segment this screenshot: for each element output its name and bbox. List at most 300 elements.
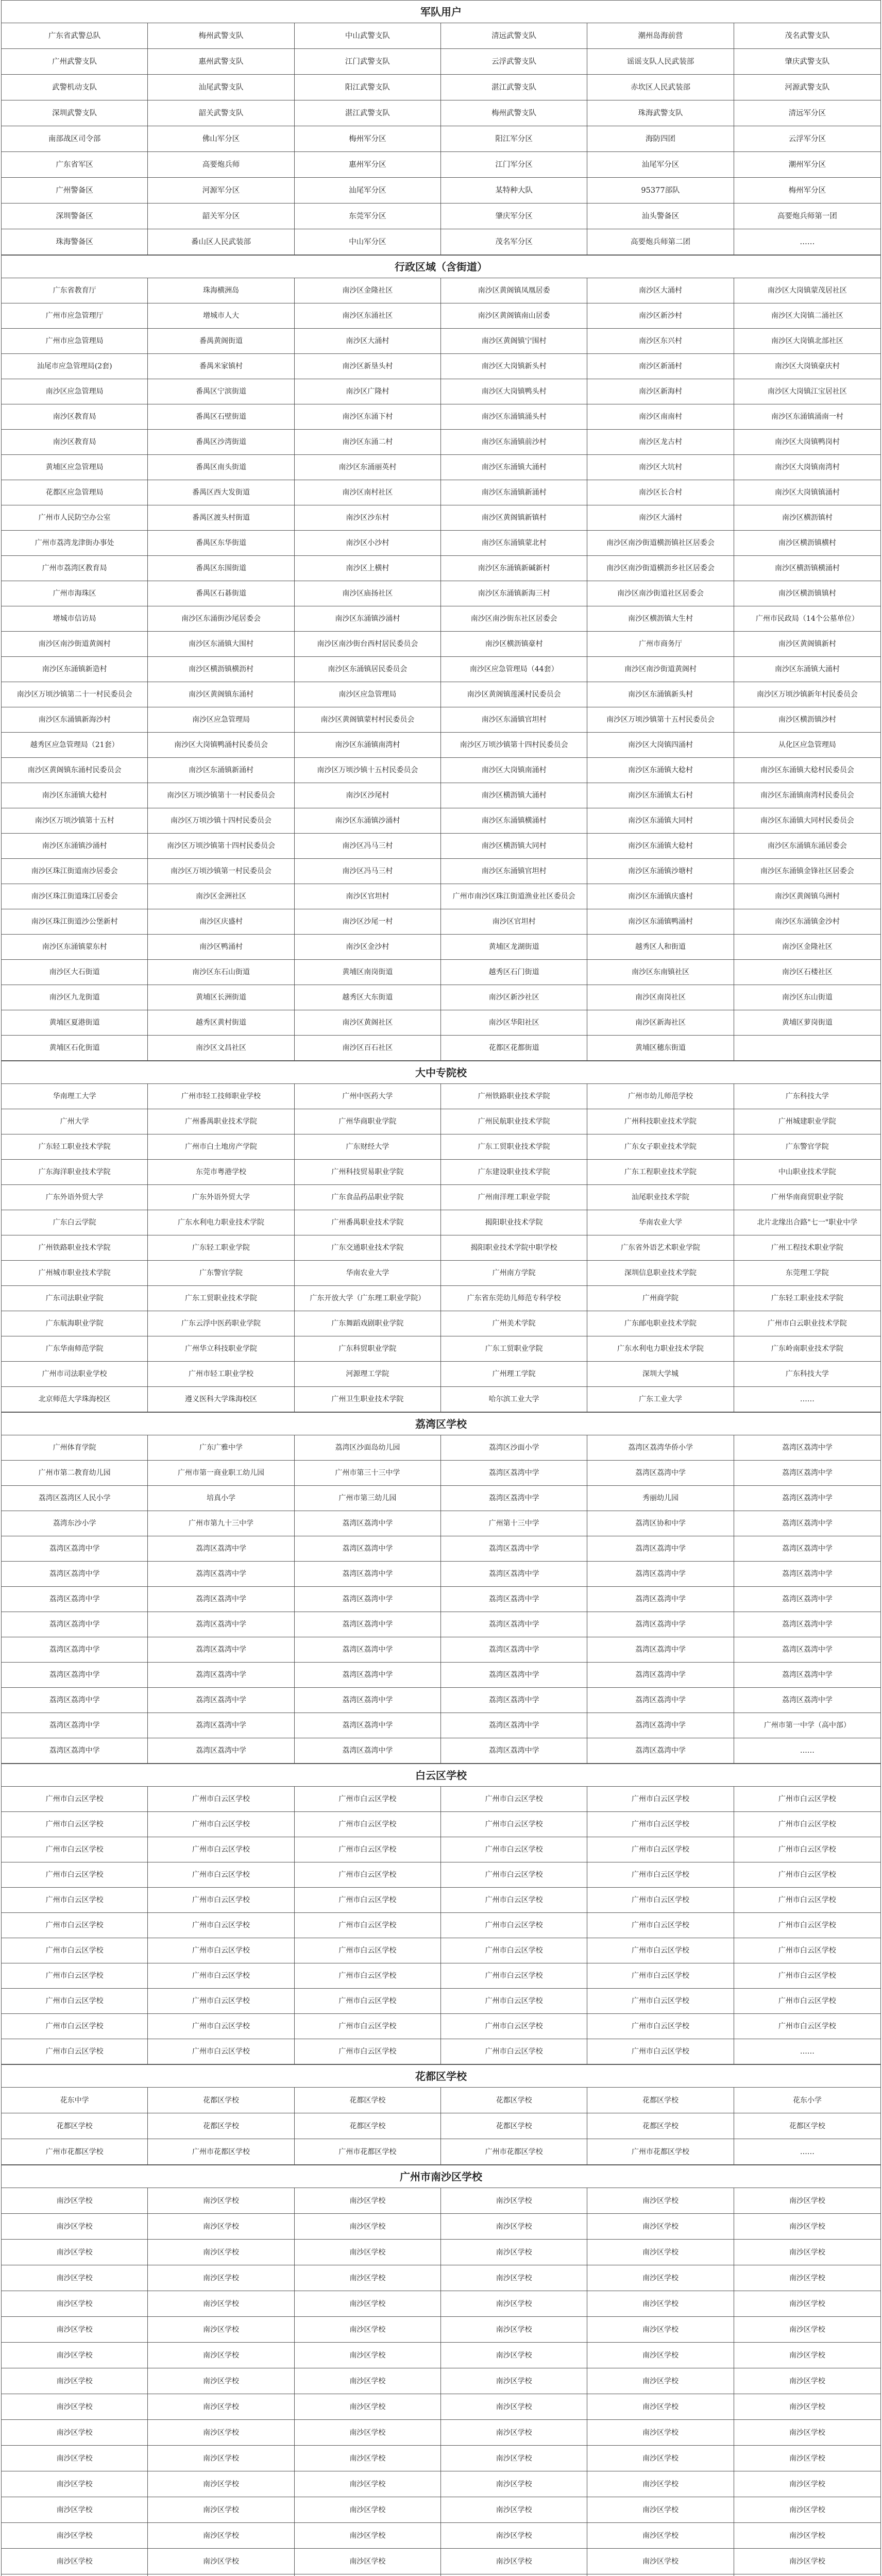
table-cell: 黄埔区南岗街道 (295, 960, 441, 985)
table-cell: 广东司法职业学院 (2, 1286, 148, 1311)
table-cell: 广东食品药品职业学院 (295, 1185, 441, 1210)
table-cell: 荔湾区荔湾中学 (441, 1663, 587, 1688)
table-cell: 广州武警支队 (2, 49, 148, 75)
table-cell: 广州市应急管理厅 (2, 303, 148, 329)
table-cell: 南沙区小沙村 (295, 531, 441, 556)
table-cell: 广州市白云区学校 (441, 2039, 587, 2064)
table-cell: 从化区应急管理局 (734, 733, 880, 758)
table-cell: 南沙区万顷沙镇十四村民委员会 (148, 808, 294, 834)
table-cell: 南沙区大岗镇鸭头村 (441, 379, 587, 404)
table-cell: 荔湾区荔湾中学 (148, 1688, 294, 1713)
table-cell: 南沙区东涌镇金锋社区居委会 (734, 859, 880, 884)
table-cell: 广州市白云区学校 (295, 1812, 441, 1837)
table-cell: 南沙区东兴村 (587, 329, 734, 354)
table-cell: 南沙区学校 (2, 2368, 148, 2394)
table-cell: 广州市花都区学校 (441, 2139, 587, 2165)
table-cell: 南沙区学校 (148, 2497, 294, 2523)
table-cell: 南沙区东涌镇太石村 (587, 783, 734, 808)
table-cell: 南沙区黄阁镇莲溪村民委员会 (441, 682, 587, 707)
table-cell: 南沙区东涌镇新海三村 (441, 581, 587, 606)
table-cell: 荔湾区荔湾中学 (441, 1461, 587, 1486)
table-cell: 番禺区沙湾街道 (148, 430, 294, 455)
table-cell: 荔湾区荔湾中学 (587, 1738, 734, 1764)
table-cell: 荔湾区荔湾中学 (295, 1688, 441, 1713)
table-cell: 中山军分区 (295, 229, 441, 255)
table-cell: 番禺区石碁街道 (148, 581, 294, 606)
table-cell: 南沙区东涌镇南湾村 (295, 733, 441, 758)
table-cell: 南沙区学校 (734, 2188, 880, 2214)
table-cell: 广州市白云区学校 (295, 1787, 441, 1812)
table-cell: 花都区学校 (148, 2088, 294, 2113)
table-cell: 南沙区学校 (734, 2265, 880, 2291)
table-cell: 江门武警支队 (295, 49, 441, 75)
table-cell: 南沙区东涌镇涌南一村 (734, 404, 880, 430)
table-cell: 南沙区横沥镇大生村 (587, 606, 734, 632)
table-cell: 梅州武警支队 (441, 100, 587, 126)
section-title: 行政区域（含街道） (2, 256, 880, 278)
table-cell: 广州市白云区学校 (2, 1787, 148, 1812)
table-cell: 南沙区学校 (295, 2214, 441, 2240)
table-cell: 南沙区横沥镇大同村 (441, 834, 587, 859)
table-cell: 广州市白云区学校 (2, 1862, 148, 1888)
table-cell: 广州市白云区学校 (148, 1913, 294, 1938)
table-cell: 南沙区学校 (587, 2343, 734, 2368)
table-cell: 番禺区渡头村街道 (148, 505, 294, 531)
table-cell: 荔湾区荔湾中学 (734, 1587, 880, 1612)
table-cell: 荔湾区荔湾中学 (441, 1536, 587, 1562)
table-cell: 中山职业技术学院 (734, 1160, 880, 1185)
table-cell: 荔湾区荔湾中学 (148, 1637, 294, 1663)
table-cell: 南沙区东涌镇横涌村 (441, 808, 587, 834)
table-cell: 南沙区东涌下村 (295, 404, 441, 430)
table-cell: 广州民航职业技术学院 (441, 1109, 587, 1134)
table-cell: 南沙区东涌镇金沙村 (734, 909, 880, 935)
table-cell: 南沙区学校 (587, 2471, 734, 2497)
table-cell: 南沙区学校 (148, 2394, 294, 2420)
table-cell: 南沙区教育局 (2, 430, 148, 455)
table-cell: 广州市轻工职业学校 (148, 1362, 294, 1387)
table-cell: 南沙区学校 (148, 2343, 294, 2368)
table-cell: 某特种大队 (441, 178, 587, 204)
table-cell: 广州市白云区学校 (295, 2039, 441, 2064)
table-cell: 南沙区南沙街东社区居委会 (441, 606, 587, 632)
table-cell: 广东省军区 (2, 152, 148, 178)
table-cell: 荔湾区沙面小学 (441, 1435, 587, 1461)
table-cell: 培真小学 (148, 1486, 294, 1511)
table-cell: 南沙区大岗镇新头村 (441, 354, 587, 379)
table-cell: 南沙区东涌镇官坦村 (441, 707, 587, 733)
table-cell: 珠海横洲岛 (148, 278, 294, 303)
table-cell: 荔湾区荔湾中学 (441, 1486, 587, 1511)
table-cell: 南沙区大石街道 (2, 960, 148, 985)
table-cell: 广州市白云区学校 (441, 1989, 587, 2014)
table-cell: 广州市白云区学校 (148, 1862, 294, 1888)
table-cell: 广州市商务厅 (587, 632, 734, 657)
table-cell: 南沙区横沥镇横涌村 (734, 556, 880, 581)
table-cell: 越秀区黄村街道 (148, 1010, 294, 1036)
table-cell: 广东水利电力职业技术学院 (587, 1336, 734, 1362)
table-cell: 荔湾区荔湾中学 (734, 1536, 880, 1562)
table-cell: 南沙区学校 (148, 2240, 294, 2265)
table-cell: 南沙区黄阁镇乌洲村 (734, 884, 880, 909)
table-cell: 江门军分区 (441, 152, 587, 178)
table-cell: 南沙区南沙街道横沥乡社区居委会 (587, 556, 734, 581)
table-cell: 广州华立科技职业学院 (148, 1336, 294, 1362)
table-cell: 荔湾区荔湾中学 (148, 1663, 294, 1688)
table-cell: 南沙区学校 (587, 2291, 734, 2317)
table-cell: …… (734, 1738, 880, 1764)
table-cell: 南沙区东涌镇大同村 (587, 808, 734, 834)
table-cell: 南沙区黄阁镇南山居委 (441, 303, 587, 329)
table-cell: 广东岭南职业技术学院 (734, 1336, 880, 1362)
table-cell: 南沙区金隆社区 (734, 935, 880, 960)
table-cell: 广东白云学院 (2, 1210, 148, 1235)
table-cell: 南沙区九龙街道 (2, 985, 148, 1010)
table-cell: 荔湾区荔湾中学 (441, 1688, 587, 1713)
table-cell: 荔湾区荔湾中学 (295, 1663, 441, 1688)
table-cell: 南沙区学校 (148, 2446, 294, 2471)
table-cell: 南沙区华阳社区 (441, 1010, 587, 1036)
section-liwan-schools (2, 1412, 880, 1764)
table-cell: 广州市白云区学校 (148, 1812, 294, 1837)
table-cell: 南沙区官坦村 (441, 909, 587, 935)
table-cell: 荔湾区荔湾中学 (734, 1461, 880, 1486)
table-cell: 河源军分区 (148, 178, 294, 204)
table-cell: 荔湾区荔湾中学 (587, 1713, 734, 1738)
table-cell: 南沙区大岗镇江宝居社区 (734, 379, 880, 404)
table-cell: 南沙区学校 (2, 2394, 148, 2420)
table-cell: 广州市白云区学校 (148, 1938, 294, 1963)
table-cell: 南沙区新沙社区 (441, 985, 587, 1010)
table-cell: 南沙区大涌村 (587, 278, 734, 303)
table-cell: 茂名军分区 (441, 229, 587, 255)
table-cell: 南沙区广隆村 (295, 379, 441, 404)
table-cell: 广州市白云区学校 (148, 1888, 294, 1913)
table-cell: 广州市白云区学校 (734, 2014, 880, 2039)
table-cell: 增城市信访局 (2, 606, 148, 632)
table-cell: 深圳信息职业技术学院 (587, 1261, 734, 1286)
table-cell: 南沙区东涌镇大围村 (148, 632, 294, 657)
table-cell: 南沙区万顷沙镇第十五村民委员会 (587, 707, 734, 733)
table-cell: 广州市白云区学校 (587, 1787, 734, 1812)
table-cell: 南沙区学校 (295, 2265, 441, 2291)
table-cell: 南沙区大坑村 (587, 455, 734, 480)
table-cell: 南沙区学校 (734, 2214, 880, 2240)
table-cell: 南沙区鸭涌村 (148, 935, 294, 960)
table-cell: 广州科技职业技术学院 (587, 1109, 734, 1134)
table-cell: 南沙区应急管理局（44套） (441, 657, 587, 682)
table-cell: 广州市白云区学校 (734, 1812, 880, 1837)
table-cell: 广州市花都区学校 (295, 2139, 441, 2165)
table-cell: 南沙区学校 (441, 2265, 587, 2291)
table-cell: 南沙区文昌社区 (148, 1036, 294, 1061)
table-cell: 南沙区学校 (295, 2394, 441, 2420)
table-cell: 荔湾区荔湾中学 (148, 1738, 294, 1764)
table-cell: 深圳警备区 (2, 204, 148, 229)
table-cell: 广州体育学院 (2, 1435, 148, 1461)
table-cell: 荔湾区荔湾中学 (587, 1461, 734, 1486)
table-cell: 河源理工学院 (295, 1362, 441, 1387)
table-cell: 南沙区东涌镇新头村 (587, 682, 734, 707)
table-cell: 广州市白云区学校 (295, 1888, 441, 1913)
table-cell: 广东省东莞幼儿师范专科学校 (441, 1286, 587, 1311)
table-cell: 南沙区东石山街道 (148, 960, 294, 985)
table-cell: 广州市白云区学校 (587, 1888, 734, 1913)
table-cell: 越秀区应急管理局（21套） (2, 733, 148, 758)
table-cell: 广州市白云区学校 (587, 1989, 734, 2014)
table-cell: 荔湾区协和中学 (587, 1511, 734, 1536)
table-cell: 南沙区新涌村 (587, 354, 734, 379)
table-cell: 南沙区学校 (587, 2368, 734, 2394)
table-cell: 南沙区龙古村 (587, 430, 734, 455)
table-cell: 花都区学校 (587, 2088, 734, 2113)
table-cell: 汕头警备区 (587, 204, 734, 229)
table-cell: 广州美术学院 (441, 1311, 587, 1336)
table-cell: 广东建设职业技术学院 (441, 1160, 587, 1185)
table-cell: 广州市白云区学校 (2, 1812, 148, 1837)
table-cell: 梅州武警支队 (148, 23, 294, 49)
table-cell: 南沙区东涌镇庆盛村 (587, 884, 734, 909)
table-cell: 南沙区学校 (734, 2291, 880, 2317)
cell-grid (2, 1435, 880, 1764)
table-cell: 南沙区上横村 (295, 556, 441, 581)
table-cell: 南沙区横沥镇沙村 (734, 707, 880, 733)
table-cell: 南沙区黄阁社区 (295, 1010, 441, 1036)
table-cell: 广东航海职业学院 (2, 1311, 148, 1336)
table-cell: 南沙区学校 (2, 2240, 148, 2265)
table-cell: 广东华南师范学院 (2, 1336, 148, 1362)
table-cell: 南沙区官坦村 (295, 884, 441, 909)
table-cell: 南沙区学校 (441, 2471, 587, 2497)
table-cell: 潮州岛海前营 (587, 23, 734, 49)
table-cell: 广东水利电力职业技术学院 (148, 1210, 294, 1235)
table-cell: 潮州军分区 (734, 152, 880, 178)
table-cell: 佛山军分区 (148, 126, 294, 152)
table-cell: 南沙区学校 (441, 2523, 587, 2549)
table-cell: 广东开放大学（广东理工职业学院） (295, 1286, 441, 1311)
table-cell: 南沙区横沥镇大涌村 (441, 783, 587, 808)
table-cell: 南沙区学校 (2, 2214, 148, 2240)
section-baiyun-schools (2, 1764, 880, 2064)
table-cell: 南沙区学校 (587, 2420, 734, 2446)
table-cell: 广州市白云区学校 (587, 1938, 734, 1963)
table-cell: 广东工程职业技术学院 (587, 1160, 734, 1185)
table-cell: 南沙区南村社区 (295, 480, 441, 505)
table-cell: 荔湾区荔湾中学 (295, 1738, 441, 1764)
table-cell: …… (734, 2039, 880, 2064)
table-cell: 广州市白云区学校 (295, 1963, 441, 1989)
table-cell: 广州商学院 (587, 1286, 734, 1311)
table-cell: 南沙区大岗镇二涌社区 (734, 303, 880, 329)
table-cell: 广州市白云区学校 (2, 1837, 148, 1862)
table-cell: 阳江武警支队 (295, 75, 441, 100)
table-cell: 南沙区新沙村 (587, 303, 734, 329)
section-title: 荔湾区学校 (2, 1413, 880, 1435)
table-cell: 荔湾区荔湾中学 (148, 1536, 294, 1562)
table-cell: 遵义医科大学珠海校区 (148, 1387, 294, 1412)
table-cell: 广州市白云区学校 (587, 1837, 734, 1862)
table-cell: 谣谣支队人民武装部 (587, 49, 734, 75)
section-nansha-schools (2, 2165, 880, 2576)
table-cell: 广州市白云区学校 (148, 1787, 294, 1812)
table-cell-empty (734, 1036, 880, 1061)
table-cell: 南沙区学校 (587, 2394, 734, 2420)
table-cell: 南沙区学校 (441, 2214, 587, 2240)
table-cell: 广州市白云区学校 (2, 1913, 148, 1938)
table-cell: 广州科技贸易职业学院 (295, 1160, 441, 1185)
table-cell: 番禺区东华街道 (148, 531, 294, 556)
table-cell: 广州市白云区学校 (734, 1989, 880, 2014)
table-cell: 荔湾区荔湾中学 (587, 1536, 734, 1562)
table-cell: 广州市白云区学校 (295, 1862, 441, 1888)
table-cell: 南沙区大岗镇四涌村 (587, 733, 734, 758)
table-cell: 荔湾区荔湾中学 (734, 1562, 880, 1587)
table-cell: 云浮武警支队 (441, 49, 587, 75)
table-cell: 花都区学校 (734, 2113, 880, 2139)
table-cell: 南沙区万顷沙镇第一村民委员会 (148, 859, 294, 884)
table-cell: 南沙区学校 (295, 2523, 441, 2549)
table-cell: 广州市白云区学校 (441, 1888, 587, 1913)
section-huadu-schools (2, 2064, 880, 2165)
table-cell: 南沙区应急管理局 (2, 379, 148, 404)
table-cell: 广州市白云区学校 (2, 1989, 148, 2014)
table-cell: 南沙区学校 (148, 2368, 294, 2394)
table-cell: 荔湾区荔湾中学 (587, 1663, 734, 1688)
table-cell: 南沙区学校 (587, 2523, 734, 2549)
table-cell: 广州市白云区学校 (295, 1837, 441, 1862)
table-cell: 荔湾区荔湾中学 (441, 1637, 587, 1663)
table-cell: 南沙区万顷沙镇第十一村民委员会 (148, 783, 294, 808)
table-cell: 肇庆军分区 (441, 204, 587, 229)
table-cell: 荔湾区荔湾中学 (441, 1738, 587, 1764)
table-cell: 花东中学 (2, 2088, 148, 2113)
table-cell: 东莞军分区 (295, 204, 441, 229)
table-cell: 南沙区东涌镇新海沙村 (2, 707, 148, 733)
table-cell: 南沙区金隆社区 (295, 278, 441, 303)
table-cell: 荔湾区荔湾中学 (734, 1688, 880, 1713)
table-cell: 番禺区宁滨街道 (148, 379, 294, 404)
table-cell: 南沙区东涌镇居民委员会 (295, 657, 441, 682)
table-cell: 荔湾区荔湾中学 (587, 1688, 734, 1713)
table-cell: 广州警备区 (2, 178, 148, 204)
table-cell: 南沙区长合村 (587, 480, 734, 505)
table-cell: 韶关军分区 (148, 204, 294, 229)
table-cell: 南沙区东涌镇东涌居委会 (734, 834, 880, 859)
table-cell: 韶关武警支队 (148, 100, 294, 126)
table-cell: 花都区学校 (295, 2113, 441, 2139)
table-cell: 黄埔区萝岗街道 (734, 1010, 880, 1036)
table-cell: 南沙区学校 (295, 2471, 441, 2497)
table-cell: 武警机动支队 (2, 75, 148, 100)
table-cell: 南沙区大岗镇鸭岗村 (734, 430, 880, 455)
table-cell: 广州华商职业学院 (295, 1109, 441, 1134)
table-cell: 南沙区学校 (148, 2549, 294, 2574)
table-cell: 揭阳职业技术学院 (441, 1210, 587, 1235)
table-cell: 荔湾区沙面岛幼儿园 (295, 1435, 441, 1461)
table-cell: 深圳大学城 (587, 1362, 734, 1387)
table-cell: 广东云浮中医药职业学院 (148, 1311, 294, 1336)
table-cell: 广州市白云区学校 (587, 1812, 734, 1837)
table-cell: 南沙区学校 (2, 2420, 148, 2446)
table-cell: 广州市白云区学校 (148, 1963, 294, 1989)
table-cell: 北片北缘出合路"七一"职业中学 (734, 1210, 880, 1235)
table-cell: 黄埔区龙湖街道 (441, 935, 587, 960)
table-cell: 南沙区万顷沙镇第十四村民委员会 (441, 733, 587, 758)
table-cell: 南沙区万顷沙镇新年村民委员会 (734, 682, 880, 707)
table-cell: 南沙区学校 (734, 2394, 880, 2420)
table-cell: 南沙区东山街道 (734, 985, 880, 1010)
table-cell: 清远武警支队 (441, 23, 587, 49)
table-cell: 南沙区大岗镇豪庆村 (734, 354, 880, 379)
table-cell: 南沙区万顷沙镇十五村民委员会 (295, 758, 441, 783)
table-cell: 南沙区学校 (148, 2188, 294, 2214)
table-cell: 荔湾区荔湾中学 (2, 1663, 148, 1688)
table-cell: 南沙区学校 (2, 2446, 148, 2471)
table-cell: 南沙区学校 (148, 2265, 294, 2291)
table-cell: 南沙区东涌二村 (295, 430, 441, 455)
table-cell: 广州市白云区学校 (2, 1963, 148, 1989)
table-cell: 南沙区学校 (295, 2291, 441, 2317)
cell-grid (2, 278, 880, 1061)
table-cell: 广州市白云区学校 (734, 1837, 880, 1862)
table-cell: 南沙区石楼社区 (734, 960, 880, 985)
table-cell: 荔湾区荔湾区人民小学 (2, 1486, 148, 1511)
table-cell: 东莞市粤港学校 (148, 1160, 294, 1185)
table-cell: 南沙区应急管理局 (295, 682, 441, 707)
table-cell: 南沙区学校 (295, 2188, 441, 2214)
table-cell: 南沙区学校 (295, 2497, 441, 2523)
table-cell: 南沙区学校 (2, 2317, 148, 2343)
table-cell: 广州市应急管理局 (2, 329, 148, 354)
table-cell: 南沙区学校 (441, 2291, 587, 2317)
table-cell: 华南理工大学 (2, 1084, 148, 1109)
table-cell: 南沙区东涌镇大稔村民委员会 (734, 758, 880, 783)
table-cell: 荔湾区荔湾中学 (295, 1562, 441, 1587)
table-cell: 番禺区西大发街道 (148, 480, 294, 505)
table-cell: 南沙区东涌镇大同村民委员会 (734, 808, 880, 834)
table-cell: 南沙区南南村 (587, 404, 734, 430)
table-cell: 越秀区石门街道 (441, 960, 587, 985)
table-cell: 南沙区东涌镇蒙北村 (441, 531, 587, 556)
table-cell: 荔湾东沙小学 (2, 1511, 148, 1536)
table-cell: 广东舞蹈戏剧职业学院 (295, 1311, 441, 1336)
table-cell: 汕尾军分区 (587, 152, 734, 178)
table-cell: 荔湾区荔湾中学 (295, 1587, 441, 1612)
table-cell: 南沙区东涌镇蒙东村 (2, 935, 148, 960)
table-cell: 黄埔区长洲街道 (148, 985, 294, 1010)
table-cell: 南沙区学校 (295, 2446, 441, 2471)
table-cell: 南沙区南沙街道横沥镇社区居委会 (587, 531, 734, 556)
table-cell: 荔湾区荔湾中学 (2, 1713, 148, 1738)
table-cell: 南沙区学校 (295, 2368, 441, 2394)
table-cell: 南沙区东涌镇新造村 (2, 657, 148, 682)
table-cell: 南沙区珠江街道南沙居委会 (2, 859, 148, 884)
table-cell: 南沙区学校 (441, 2188, 587, 2214)
table-cell: 荔湾区荔湾中学 (295, 1536, 441, 1562)
table-cell: 广州市海珠区 (2, 581, 148, 606)
table-cell: 广州市白云区学校 (295, 1989, 441, 2014)
table-cell: 广州城市职业技术学院 (2, 1261, 148, 1286)
table-cell: 广州市白云区学校 (148, 1837, 294, 1862)
table-cell: 南沙区珠江街道沙公堡新村 (2, 909, 148, 935)
table-cell: 北京师范大学珠海校区 (2, 1387, 148, 1412)
table-cell: 南沙区学校 (587, 2446, 734, 2471)
table-cell: 广州市第二教育幼儿园 (2, 1461, 148, 1486)
table-cell: 荔湾区荔湾中学 (148, 1587, 294, 1612)
table-cell: 南沙区百石社区 (295, 1036, 441, 1061)
table-cell: 广州市白云区学校 (441, 1862, 587, 1888)
table-cell: 深圳武警支队 (2, 100, 148, 126)
